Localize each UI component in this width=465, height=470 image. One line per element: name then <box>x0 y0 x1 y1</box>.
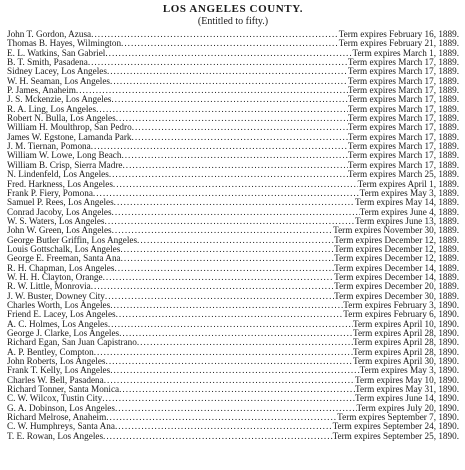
entry-term: Term expires September 7, 1890. <box>337 413 459 423</box>
entry-term: Term expires December 20, 1889. <box>334 282 459 292</box>
entry-term: Term expires June 13, 1889. <box>355 216 459 226</box>
dot-leader <box>121 254 335 263</box>
dot-leader <box>110 77 348 86</box>
dot-leader <box>106 357 353 366</box>
list-item <box>7 338 459 347</box>
entry-term: Term expires February 16, 1889. <box>338 30 459 39</box>
entry-name: W. S. Waters, Los Angeles <box>7 216 105 226</box>
list-item <box>7 366 459 375</box>
entry-term: Term expires April 10, 1890. <box>352 319 459 329</box>
entry-term: Term expires May 3, 1890. <box>359 366 459 376</box>
entry-term: Term expires April 30, 1890. <box>352 357 459 367</box>
entry-term: Term expires May 3, 1889. <box>359 188 459 198</box>
list-item <box>7 161 459 170</box>
dot-leader <box>88 58 348 67</box>
entry-term: Term expires April 28, 1890. <box>352 347 459 357</box>
list-item <box>7 282 459 291</box>
dot-leader <box>120 245 334 254</box>
dot-leader <box>115 404 357 413</box>
page-subtitle: (Entitled to fifty.) <box>197 16 269 27</box>
dot-leader <box>94 348 353 357</box>
entry-name: Friend E. Lacey, Los Angeles <box>7 310 116 320</box>
list-item <box>7 151 459 160</box>
entry-term: Term expires March 17, 1889. <box>347 86 459 96</box>
dot-leader <box>105 49 352 58</box>
entry-term: Term expires February 3, 1890. <box>343 300 459 310</box>
dot-leader <box>137 338 353 347</box>
entry-name: P. James, Anaheim <box>7 86 76 96</box>
list-item <box>7 348 459 357</box>
dot-leader <box>91 142 348 151</box>
list-item <box>7 133 459 142</box>
list-item <box>7 413 459 422</box>
entry-name: William B. Crisp, Sierra Madre <box>7 160 123 170</box>
entry-name: G. A. Dobinson, Los Angeles <box>7 403 115 413</box>
list-item <box>7 236 459 245</box>
entry-name: R. H. Chapman, Los Angeles <box>7 263 115 273</box>
list-item <box>7 310 459 319</box>
dot-leader <box>110 366 359 375</box>
entry-term: Term expires June 14, 1890. <box>355 394 459 404</box>
list-item <box>7 217 459 226</box>
entry-name: W. H. Seaman, Los Angeles <box>7 76 111 86</box>
list-item <box>7 30 459 39</box>
entry-name: C. W. Wilcox, Tustin City <box>7 394 103 404</box>
entry-name: Conrad Jacoby, Los Angeles <box>7 207 112 217</box>
list-item <box>7 198 459 207</box>
entry-name: Thomas B. Hayes, Wilmington <box>7 39 122 49</box>
entry-name: R. W. Little, Monrovia <box>7 282 91 292</box>
entry-term: Term expires December 12, 1889. <box>334 235 459 245</box>
entry-term: Term expires March 25, 1889. <box>347 170 459 180</box>
entry-name: John Roberts, Los Angeles <box>7 357 106 367</box>
entry-name: William H. Moulthrop, San Pedro <box>7 123 132 133</box>
entry-name: Sidney Lacey, Los Angeles <box>7 67 107 77</box>
list-item <box>7 226 459 235</box>
entry-term: Term expires July 20, 1890. <box>356 403 459 413</box>
entry-name: T. E. Rowan, Los Angeles <box>7 431 104 441</box>
entry-term: Term expires February 6, 1890. <box>343 310 459 320</box>
list-item <box>7 254 459 263</box>
list-item <box>7 95 459 104</box>
entry-name: C. W. Humphreys, Santa Ana <box>7 422 115 432</box>
list-item <box>7 67 459 76</box>
list-item <box>7 422 459 431</box>
list-item <box>7 86 459 95</box>
entry-name: Robert N. Bulla, Los Angeles <box>7 114 116 124</box>
dot-leader <box>122 161 347 170</box>
list-item <box>7 320 459 329</box>
dot-leader <box>111 95 348 104</box>
entry-term: Term expires March 17, 1889. <box>347 67 459 77</box>
dot-leader <box>132 133 348 142</box>
entry-term: Term expires March 17, 1889. <box>347 104 459 114</box>
list-item <box>7 105 459 114</box>
entry-term: Term expires March 17, 1889. <box>347 142 459 152</box>
entry-name: J. W. Buster, Downey City <box>7 291 105 301</box>
entry-name: George Butler Griffin, Los Angeles <box>7 235 138 245</box>
entry-name: Samuel P. Rees, Los Angeles <box>7 198 114 208</box>
list-item <box>7 180 459 189</box>
entry-name: Louis Gottschalk, Los Angeles <box>7 244 121 254</box>
entry-term: Term expires April 1, 1889. <box>357 179 459 189</box>
list-item <box>7 432 459 441</box>
dot-leader <box>114 264 334 273</box>
dot-leader <box>91 282 334 291</box>
entry-term: Term expires December 12, 1889. <box>334 254 459 264</box>
dot-leader <box>137 236 334 245</box>
entry-name: John T. Gordon, Azusa <box>7 30 92 39</box>
entry-term: Term expires September 24, 1890. <box>332 422 459 432</box>
dot-leader <box>104 376 355 385</box>
entry-term: Term expires June 4, 1889. <box>359 207 459 217</box>
entry-term: Term expires March 17, 1889. <box>347 95 459 105</box>
list-item <box>7 394 459 403</box>
list-item <box>7 357 459 366</box>
entry-term: Term expires April 28, 1890. <box>352 338 459 348</box>
entry-term: Term expires February 21, 1889. <box>338 39 459 49</box>
entry-name: Charles Worth, Los Angeles <box>7 300 111 310</box>
entry-term: Term expires March 17, 1889. <box>347 123 459 133</box>
list-item <box>7 39 459 48</box>
entry-name: R. A. Ling, Los Angeles <box>7 104 97 114</box>
list-item <box>7 123 459 132</box>
page-title: LOS ANGELES COUNTY. <box>162 3 304 15</box>
dot-leader <box>105 217 356 226</box>
entry-name: Richard Tonner, Santa Monica <box>7 385 120 395</box>
entry-name: E. L. Watkins, San Gabriel <box>7 48 106 58</box>
list-item <box>7 404 459 413</box>
list-item <box>7 264 459 273</box>
entry-term: Term expires May 14, 1889. <box>355 198 459 208</box>
entry-term: Term expires December 14, 1889. <box>334 263 459 273</box>
entry-name: George E. Freeman, Santa Ana <box>7 254 121 264</box>
entry-name: George J. Clarke, Los Angeles <box>7 329 120 338</box>
entry-name: John W. Green, Los Angeles <box>7 226 112 236</box>
dot-leader <box>115 422 333 431</box>
dot-leader <box>103 273 335 282</box>
list-item <box>7 189 459 198</box>
dot-leader <box>91 30 339 39</box>
list-item <box>7 273 459 282</box>
entry-term: Term expires November 30, 1889. <box>333 226 459 236</box>
list-item <box>7 245 459 254</box>
dot-leader <box>119 385 355 394</box>
dot-leader <box>107 67 348 76</box>
dot-leader <box>116 114 348 123</box>
entry-term: Term expires March 17, 1889. <box>347 151 459 161</box>
list-item <box>7 208 459 217</box>
dot-leader <box>106 413 337 422</box>
list-item <box>7 301 459 310</box>
entry-name: William W. Lowe, Long Beach <box>7 151 122 161</box>
list-item <box>7 49 459 58</box>
dot-leader <box>113 180 358 189</box>
entry-name: Richard Egan, San Juan Capistrano <box>7 338 137 348</box>
entry-name: Charles W. Bell, Pasadena <box>7 375 104 385</box>
dot-leader <box>132 123 348 132</box>
dot-leader <box>102 394 355 403</box>
entry-term: Term expires March 1, 1889. <box>352 48 459 58</box>
dot-leader <box>96 105 348 114</box>
entry-name: B. T. Smith, Pasadena <box>7 58 88 68</box>
entry-term: Term expires December 12, 1889. <box>334 244 459 254</box>
entry-term: Term expires December 14, 1889. <box>334 272 459 282</box>
dot-leader <box>105 292 334 301</box>
dot-leader <box>119 329 353 338</box>
dot-leader <box>103 432 333 441</box>
entry-name: Frank T. Kelly, Los Angeles <box>7 366 111 376</box>
dot-leader <box>110 301 343 310</box>
entry-term: Term expires March 17, 1889. <box>347 160 459 170</box>
entry-name: Frank P. Fiery, Pomona <box>7 188 93 198</box>
dot-leader <box>109 170 348 179</box>
entry-name: Richard Melrose, Anaheim <box>7 413 107 423</box>
list-item <box>7 292 459 301</box>
list-item <box>7 142 459 151</box>
entry-term: Term expires May 10, 1890. <box>355 375 459 385</box>
entry-term: Term expires March 17, 1889. <box>347 114 459 124</box>
dot-leader <box>121 39 339 48</box>
dot-leader <box>114 198 355 207</box>
entry-term: Term expires March 17, 1889. <box>347 132 459 142</box>
list-item <box>7 114 459 123</box>
dot-leader <box>76 86 348 95</box>
dot-leader <box>93 189 360 198</box>
list-item <box>7 77 459 86</box>
dot-leader <box>116 310 344 319</box>
dot-leader <box>121 151 347 160</box>
entry-name: James W. Egstone, Lamanda Park <box>7 132 132 142</box>
list-item <box>7 58 459 67</box>
entries-list <box>7 30 459 441</box>
entry-name: N. Lindenfeld, Los Angeles <box>7 170 109 180</box>
list-item <box>7 385 459 394</box>
entry-name: A. P. Bentley, Compton <box>7 347 94 357</box>
entry-term: Term expires March 17, 1889. <box>347 76 459 86</box>
entry-term: Term expires December 30, 1889. <box>334 291 459 301</box>
list-item <box>7 170 459 179</box>
entry-name: J. M. Tiernan, Pomona <box>7 142 91 152</box>
entry-name: W. H. H. Clayton, Orange <box>7 272 103 282</box>
entry-name: J. S. Mckenzie, Los Angeles <box>7 95 112 105</box>
entry-term: Term expires May 31, 1890. <box>355 385 459 395</box>
entry-name: A. C. Holmes, Los Angeles <box>7 319 108 329</box>
dot-leader <box>108 320 353 329</box>
entry-term: Term expires September 25, 1890. <box>332 431 459 441</box>
entry-name: Fred. Harkness, Los Angeles <box>7 179 113 189</box>
dot-leader <box>112 208 360 217</box>
list-item <box>7 329 459 338</box>
list-item <box>7 376 459 385</box>
entry-term: Term expires March 17, 1889. <box>347 58 459 68</box>
entry-term: Term expires April 28, 1890. <box>352 329 459 338</box>
dot-leader <box>112 226 333 235</box>
